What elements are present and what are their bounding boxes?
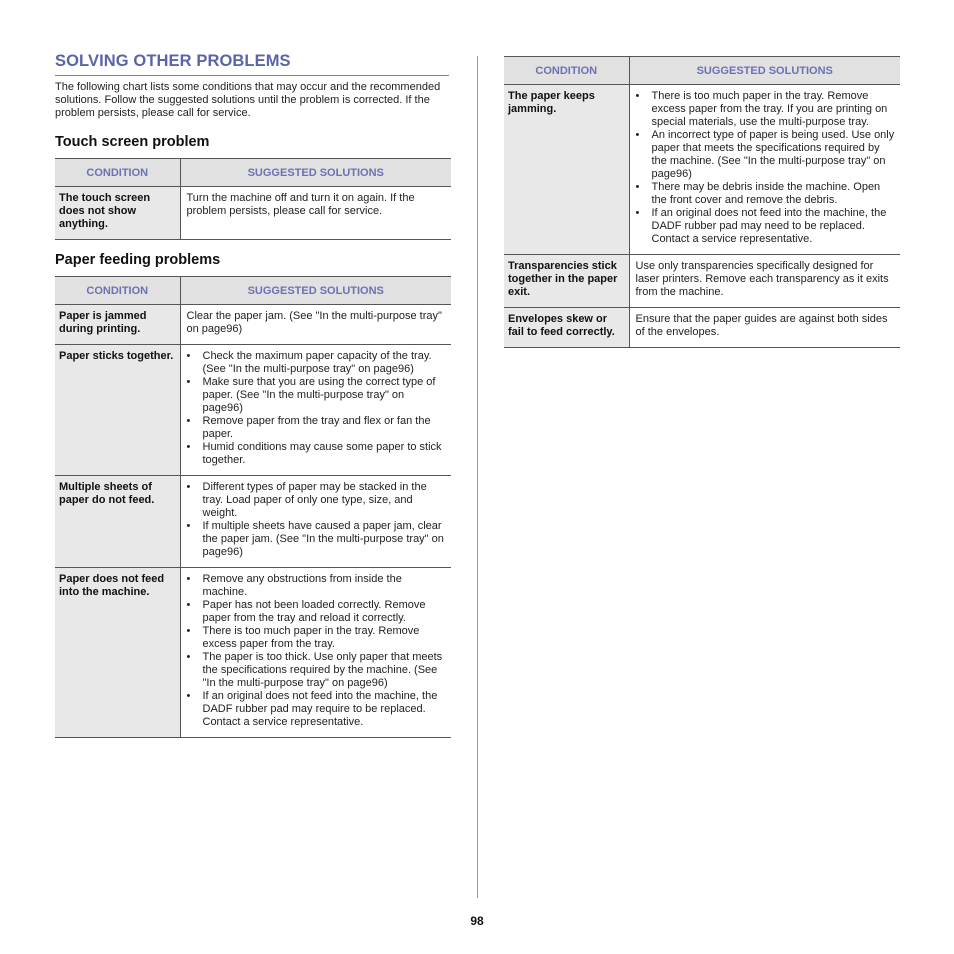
condition-cell: Multiple sheets of paper do not feed. <box>55 476 180 568</box>
table-row <box>55 345 451 476</box>
solution-bullet: • If multiple sheets have caused a paper jam, clear the paper jam. (See "In the multi-purpose tray" on page96) <box>187 520 447 559</box>
touch-screen-table <box>55 158 451 240</box>
solution-bullet: • Make sure that you are using the correct type of paper. (See "In the multi-purpose tray" on page96) <box>187 376 447 415</box>
intro-text: The following chart lists some conditions that may occur and the recommended solutions. Follow the suggested solutions until the problem is corrected. If the problem persists, please call for service. <box>55 81 441 119</box>
table-row <box>55 476 451 568</box>
solution-bullet: • Paper has not been loaded correctly. Remove paper from the tray and reload it correctly. <box>187 599 447 625</box>
solution-bullet: • If an original does not feed into the machine, the DADF rubber pad may need to be replaced. Contact a service representative. <box>636 207 896 246</box>
condition-cell: Paper sticks together. <box>55 345 180 476</box>
condition-header: CONDITION <box>55 277 180 305</box>
page-number: 98 <box>470 914 484 928</box>
right-problems-table <box>504 56 900 348</box>
solution-bullet: • There is too much paper in the tray. Remove excess paper from the tray. If you are printing on special materials, use the multi-purpose tray. <box>636 90 896 129</box>
touch-screen-heading: Touch screen problem <box>55 134 210 150</box>
solution-cell: Use only transparencies specifically designed for laser printers. Remove each transparency as it exits from the machine. <box>629 255 900 308</box>
condition-cell: Envelopes skew or fail to feed correctly. <box>504 308 629 348</box>
table-row <box>504 255 900 308</box>
condition-header: CONDITION <box>504 57 629 85</box>
solution-bullet: • Different types of paper may be stacked in the tray. Load paper of only one type, size, and weight. <box>187 481 447 520</box>
condition-cell: Transparencies stick together in the paper exit. <box>504 255 629 308</box>
table-row <box>504 85 900 255</box>
condition-header: CONDITION <box>55 159 180 187</box>
solutions-header: SUGGESTED SOLUTIONS <box>180 159 451 187</box>
solution-bullet: • If an original does not feed into the machine, the DADF rubber pad may require to be replaced. Contact a service representative. <box>187 690 447 729</box>
solution-list <box>636 90 896 246</box>
table-row <box>55 187 451 240</box>
solution-cell <box>180 476 451 568</box>
paper-feeding-table <box>55 276 451 738</box>
table-row <box>55 568 451 738</box>
solutions-header: SUGGESTED SOLUTIONS <box>629 57 900 85</box>
solution-cell <box>180 345 451 476</box>
condition-cell: Paper does not feed into the machine. <box>55 568 180 738</box>
right-column <box>504 56 900 348</box>
solution-cell: Clear the paper jam. (See "In the multi-purpose tray" on page96) <box>180 305 451 345</box>
solution-bullet: • Remove paper from the tray and flex or fan the paper. <box>187 415 447 441</box>
column-divider <box>477 56 478 898</box>
solution-bullet: • Check the maximum paper capacity of the tray. (See "In the multi-purpose tray" on page96) <box>187 350 447 376</box>
left-column <box>55 52 451 738</box>
page-title: SOLVING OTHER PROBLEMS <box>55 52 449 76</box>
table-row <box>504 308 900 348</box>
solution-cell <box>629 85 900 255</box>
paper-feeding-heading: Paper feeding problems <box>55 252 221 268</box>
condition-cell: Paper is jammed during printing. <box>55 305 180 345</box>
condition-cell: The touch screen does not show anything. <box>55 187 180 240</box>
solution-bullet: • Humid conditions may cause some paper to stick together. <box>187 441 447 467</box>
solution-cell: Ensure that the paper guides are against both sides of the envelopes. <box>629 308 900 348</box>
solution-cell: Turn the machine off and turn it on again. If the problem persists, please call for service. <box>180 187 451 240</box>
solution-bullet: • An incorrect type of paper is being used. Use only paper that meets the specifications required by the machine. (See "In the multi-purpose tray" on page96) <box>636 129 896 181</box>
solutions-header: SUGGESTED SOLUTIONS <box>180 277 451 305</box>
solution-bullet: • There is too much paper in the tray. Remove excess paper from the tray. <box>187 625 447 651</box>
solution-list <box>187 481 447 559</box>
table-row <box>55 305 451 345</box>
solution-bullet: • The paper is too thick. Use only paper that meets the specifications required by the machine. (See "In the multi-purpose tray" on page96) <box>187 651 447 690</box>
condition-cell: The paper keeps jamming. <box>504 85 629 255</box>
solution-list <box>187 573 447 729</box>
solution-bullet: • Remove any obstructions from inside the machine. <box>187 573 447 599</box>
solution-bullet: • There may be debris inside the machine. Open the front cover and remove the debris. <box>636 181 896 207</box>
solution-cell <box>180 568 451 738</box>
solution-list <box>187 350 447 467</box>
